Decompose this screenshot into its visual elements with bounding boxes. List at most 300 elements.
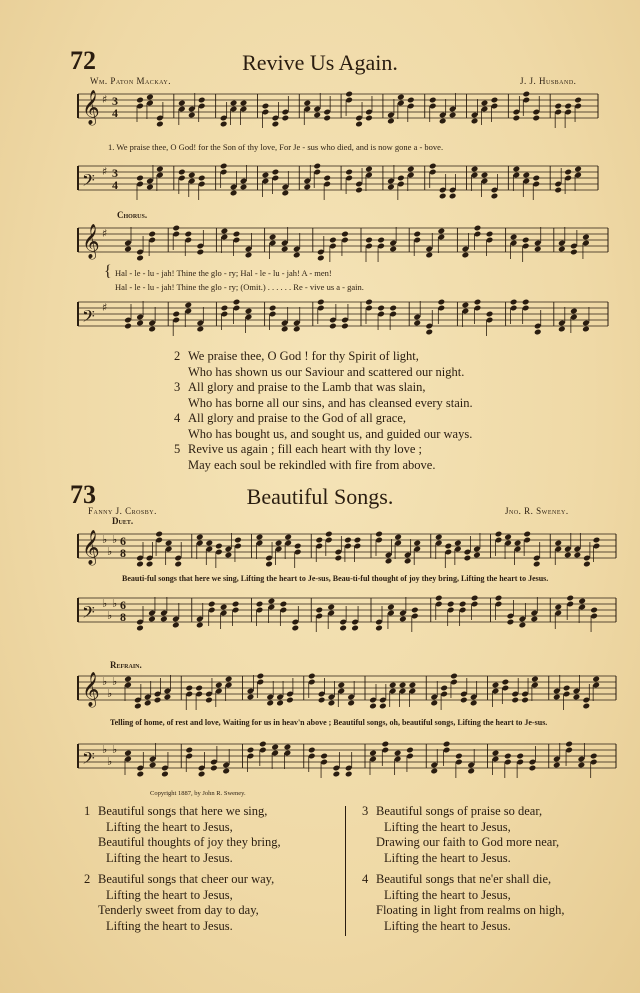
verse-line-row — [84, 872, 281, 888]
staff-treble — [72, 670, 620, 715]
note-head — [136, 320, 144, 327]
note-head — [471, 595, 479, 602]
verse-number: 4 — [362, 872, 369, 886]
verse-number: 2 — [174, 349, 181, 363]
hymn-number: 72 — [70, 46, 96, 75]
verse-line-row — [362, 804, 565, 820]
note-head — [233, 231, 241, 238]
note-head — [281, 246, 289, 253]
note-head — [303, 100, 311, 107]
note-head — [387, 118, 395, 125]
hymn-author: Fanny J. Crosby. — [88, 506, 157, 516]
note-head — [565, 741, 573, 748]
refrain-label: Refrain. — [110, 660, 142, 670]
note-head — [257, 673, 265, 680]
note-head — [205, 540, 213, 547]
note-head — [256, 601, 264, 608]
note-head — [425, 329, 433, 336]
note-head — [375, 625, 383, 632]
verse-stanza — [84, 804, 281, 866]
note-head — [531, 676, 539, 683]
note-head — [345, 169, 353, 176]
time-signature-bottom: 8 — [120, 546, 126, 560]
note-head — [174, 561, 182, 568]
note-head — [590, 607, 598, 614]
note-head — [365, 299, 373, 306]
note-head — [198, 97, 206, 104]
staff-treble — [72, 88, 602, 133]
note-head — [407, 97, 415, 104]
note-head — [369, 703, 377, 710]
note-head — [460, 697, 468, 704]
note-head — [522, 172, 530, 179]
time-signature-top: 6 — [120, 598, 126, 612]
note-head — [573, 694, 581, 701]
treble-clef-icon: 𝄞 — [82, 530, 100, 565]
note-head — [471, 118, 479, 125]
note-head — [256, 534, 264, 541]
note-head — [413, 231, 421, 238]
verse-line: All glory and praise to the Lamb that was slain, — [188, 380, 426, 394]
note-head — [165, 540, 173, 547]
verse-line: Who has borne all our sins, and has cleansed every stain. — [188, 395, 473, 410]
note-head — [276, 700, 284, 707]
note-head — [197, 326, 205, 333]
note-head — [406, 747, 414, 754]
note-head — [385, 558, 393, 565]
note-head — [136, 625, 144, 632]
hymn-title: Revive Us Again. — [242, 50, 398, 75]
note-head — [323, 115, 331, 122]
note-head — [440, 685, 448, 692]
flat-icon: ♭ — [107, 545, 113, 558]
verse-line: Drawing our faith to God more near, — [376, 835, 560, 849]
note-head — [294, 543, 302, 550]
note-head — [554, 103, 562, 110]
verse-line: Beautiful songs that cheer our way, — [98, 872, 275, 886]
note-head — [532, 115, 540, 122]
note-head — [558, 326, 566, 333]
verse-line: Beautiful songs that ne'er shall die, — [376, 872, 552, 886]
note-head — [146, 184, 154, 191]
note-head — [407, 166, 415, 173]
note-head — [471, 166, 479, 173]
note-head — [399, 682, 407, 689]
note-head — [474, 299, 482, 306]
note-head — [387, 184, 395, 191]
note-head — [492, 682, 500, 689]
note-head — [574, 97, 582, 104]
note-head — [124, 676, 132, 683]
note-head — [345, 771, 353, 778]
note-head — [438, 299, 446, 306]
note-head — [522, 299, 530, 306]
verse-line: May each soul be rekindled with fire from above. — [188, 457, 436, 472]
note-head — [504, 753, 512, 760]
flat-icon: ♭ — [112, 533, 118, 546]
verse-line: We praise thee, O God ! for thy Spirit of light, — [188, 349, 419, 363]
note-head — [553, 762, 561, 769]
note-head — [462, 302, 470, 309]
note-head — [337, 682, 345, 689]
note-head — [593, 537, 601, 544]
note-head — [265, 561, 273, 568]
verse-number: 3 — [174, 380, 181, 394]
note-head — [563, 685, 571, 692]
lyric-line: Hal - le - lu - jah! Thine the glo - ry; Hal - le - lu - jah! A - men! — [115, 268, 332, 278]
note-head — [375, 531, 383, 538]
note-head — [365, 166, 373, 173]
note-head — [328, 700, 336, 707]
bass-clef-icon: 𝄢 — [82, 306, 95, 330]
verse-line: Lifting the heart to Jesus, — [106, 819, 233, 834]
note-head — [435, 534, 443, 541]
time-signature-bottom: 4 — [112, 106, 118, 120]
note-head — [282, 190, 290, 197]
verse-stanza — [174, 442, 473, 458]
note-head — [564, 552, 572, 559]
note-head — [317, 255, 325, 262]
note-head — [387, 604, 395, 611]
verse-line: Who has shown us our Saviour and scattered our night. — [188, 364, 465, 379]
note-head — [389, 682, 397, 689]
note-head — [269, 234, 277, 241]
note-head — [397, 94, 405, 101]
note-head — [247, 747, 255, 754]
note-head — [208, 601, 216, 608]
note-head — [156, 166, 164, 173]
note-head — [481, 100, 489, 107]
note-head — [411, 607, 419, 614]
chorus-label: Chorus. — [117, 210, 148, 220]
verse-line: Beautiful thoughts of joy they bring, — [98, 835, 281, 849]
verse-line: Lifting the heart to Jesus. — [106, 918, 233, 933]
note-head — [154, 697, 162, 704]
note-head — [554, 540, 562, 547]
note-head — [345, 91, 353, 98]
staff-treble — [72, 528, 620, 573]
staff-bass — [72, 592, 620, 637]
flat-icon: ♭ — [107, 755, 113, 768]
verse-line: Lifting the heart to Jesus. — [384, 850, 511, 865]
note-head — [381, 741, 389, 748]
note-head — [164, 694, 172, 701]
sharp-icon: ♯ — [102, 227, 108, 240]
note-head — [534, 329, 542, 336]
note-head — [447, 601, 455, 608]
time-signature-bottom: 4 — [112, 178, 118, 192]
note-head — [439, 193, 447, 200]
note-head — [521, 697, 529, 704]
note-head — [303, 184, 311, 191]
verse-number: 3 — [362, 804, 369, 818]
note-head — [409, 682, 417, 689]
note-head — [197, 249, 205, 256]
note-head — [148, 231, 156, 238]
flat-icon: ♭ — [102, 743, 108, 756]
note-head — [429, 97, 437, 104]
note-head — [323, 175, 331, 182]
note-head — [341, 323, 349, 330]
verse-line: Lifting the heart to Jesus, — [384, 819, 511, 834]
note-head — [397, 175, 405, 182]
note-head — [399, 616, 407, 623]
note-head — [210, 765, 218, 772]
note-head — [124, 246, 132, 253]
hymn-title: Beautiful Songs. — [246, 484, 394, 509]
verse-stanza — [362, 872, 565, 934]
note-head — [339, 625, 347, 632]
bass-clef-icon: 𝄢 — [82, 170, 95, 194]
note-head — [495, 595, 503, 602]
note-head — [315, 537, 323, 544]
note-head — [272, 169, 280, 176]
note-head — [196, 622, 204, 629]
note-head — [474, 225, 482, 232]
note-head — [513, 115, 521, 122]
time-signature-bottom: 8 — [120, 610, 126, 624]
note-head — [225, 676, 233, 683]
note-head — [558, 246, 566, 253]
bass-clef-icon: 𝄢 — [82, 602, 95, 626]
note-head — [136, 175, 144, 182]
note-head — [522, 91, 530, 98]
sharp-icon: ♯ — [102, 301, 108, 314]
hymn-composer: Jno. R. Sweney. — [505, 506, 569, 516]
note-head — [284, 534, 292, 541]
note-head — [582, 234, 590, 241]
verse-line: Tenderly sweet from day to day, — [98, 903, 259, 917]
note-head — [564, 103, 572, 110]
note-head — [215, 682, 223, 689]
hymn-author: Wm. Paton Mackay. — [90, 76, 172, 86]
hymn-number: 73 — [70, 480, 96, 509]
note-head — [462, 252, 470, 259]
note-head — [293, 326, 301, 333]
note-head — [335, 555, 343, 562]
verse-line: Lifting the heart to Jesus, — [106, 887, 233, 902]
note-head — [481, 172, 489, 179]
verse-line: Revive us again ; fill each heart with thy love ; — [188, 442, 422, 456]
note-head — [272, 121, 280, 128]
note-head — [160, 616, 168, 623]
note-head — [450, 673, 458, 680]
note-head — [284, 744, 292, 751]
note-head — [492, 750, 500, 757]
staff-bass — [72, 160, 602, 205]
note-head — [438, 228, 446, 235]
note-head — [534, 246, 542, 253]
note-head — [459, 601, 467, 608]
note-head — [464, 555, 472, 562]
note-head — [511, 697, 519, 704]
note-head — [491, 193, 499, 200]
brace: { — [104, 263, 112, 280]
note-head — [519, 622, 527, 629]
verse-column-right — [362, 804, 565, 940]
note-head — [205, 697, 213, 704]
verse-line: Lifting the heart to Jesus. — [384, 918, 511, 933]
note-head — [221, 228, 229, 235]
note-head — [439, 118, 447, 125]
note-head — [333, 771, 341, 778]
verse-stanza — [362, 804, 565, 866]
note-head — [574, 552, 582, 559]
note-head — [449, 112, 457, 119]
note-head — [136, 255, 144, 262]
note-head — [198, 175, 206, 182]
note-head — [389, 305, 397, 312]
note-head — [592, 676, 600, 683]
note-head — [172, 225, 180, 232]
note-head — [178, 169, 186, 176]
note-head — [514, 540, 522, 547]
note-head — [365, 237, 373, 244]
note-head — [221, 305, 229, 312]
note-head — [188, 172, 196, 179]
note-head — [553, 694, 561, 701]
note-head — [161, 771, 169, 778]
column-divider — [345, 806, 346, 936]
note-head — [146, 94, 154, 101]
note-head — [355, 187, 363, 194]
note-head — [320, 753, 328, 760]
note-head — [230, 190, 238, 197]
note-head — [232, 601, 240, 608]
verse-stanza — [84, 872, 281, 934]
note-head — [225, 552, 233, 559]
note-head — [308, 673, 316, 680]
note-head — [582, 703, 590, 710]
flat-icon: ♭ — [102, 533, 108, 546]
note-head — [443, 741, 451, 748]
note-head — [554, 604, 562, 611]
flat-icon: ♭ — [112, 597, 118, 610]
note-head — [379, 703, 387, 710]
verse-list — [174, 349, 473, 473]
note-head — [240, 184, 248, 191]
flat-icon: ♭ — [107, 609, 113, 622]
note-head — [590, 753, 598, 760]
lyric-line: Telling of home, of rest and love, Waiting for us in heav'n above ; Beautiful songs, oh, beautiful songs, Lifting the heart to Je-sus. — [110, 718, 548, 727]
note-head — [449, 193, 457, 200]
flat-icon: ♭ — [107, 687, 113, 700]
note-head — [134, 703, 142, 710]
note-head — [365, 115, 373, 122]
note-head — [198, 771, 206, 778]
lyric-line: Hal - le - lu - jah! Thine the glo - ry; (Omit.) . . . . . . Re - vive us a - gain. — [115, 282, 364, 292]
note-head — [233, 299, 241, 306]
verse-line: Floating in light from realms on high, — [376, 903, 565, 917]
verse-line-row — [362, 872, 565, 888]
note-head — [234, 537, 242, 544]
note-head — [275, 540, 283, 547]
note-head — [507, 619, 515, 626]
note-head — [245, 308, 253, 315]
note-head — [355, 121, 363, 128]
note-head — [220, 604, 228, 611]
note-head — [566, 595, 574, 602]
note-head — [245, 252, 253, 259]
note-head — [377, 305, 385, 312]
note-head — [341, 231, 349, 238]
note-head — [155, 531, 163, 538]
note-head — [455, 753, 463, 760]
note-head — [495, 531, 503, 538]
note-head — [504, 534, 512, 541]
note-head — [377, 237, 385, 244]
note-head — [435, 595, 443, 602]
note-head — [318, 697, 326, 704]
note-head — [574, 166, 582, 173]
note-head — [486, 311, 494, 318]
verse-line: Lifting the heart to Jesus, — [384, 887, 511, 902]
verse-number: 2 — [84, 872, 91, 886]
verse-stanza — [174, 380, 473, 396]
note-head — [148, 326, 156, 333]
note-head — [347, 700, 355, 707]
note-head — [184, 302, 192, 309]
verse-line-row — [84, 804, 281, 820]
note-head — [444, 543, 452, 550]
note-head — [188, 112, 196, 119]
note-head — [570, 308, 578, 315]
note-head — [329, 237, 337, 244]
sharp-icon: ♯ — [102, 165, 108, 178]
note-head — [268, 598, 276, 605]
note-head — [317, 299, 325, 306]
verse-stanza — [174, 411, 473, 427]
note-head — [510, 299, 518, 306]
note-head — [286, 697, 294, 704]
verse-column-left — [84, 804, 281, 940]
bass-clef-icon: 𝄢 — [82, 748, 95, 772]
treble-clef-icon: 𝄞 — [82, 90, 100, 125]
note-head — [195, 685, 203, 692]
note-head — [486, 231, 494, 238]
note-head — [430, 700, 438, 707]
verse-number: 1 — [84, 804, 91, 818]
note-head — [240, 100, 248, 107]
flat-icon: ♭ — [102, 597, 108, 610]
note-head — [430, 768, 438, 775]
verse-line: Beautiful songs of praise so dear, — [376, 804, 543, 818]
note-head — [149, 762, 157, 769]
note-head — [516, 753, 524, 760]
note-head — [136, 771, 144, 778]
note-head — [404, 558, 412, 565]
verse-line: Who has bought us, and sought us, and guided our ways. — [188, 426, 473, 441]
note-head — [582, 326, 590, 333]
treble-clef-icon: 𝄞 — [82, 672, 100, 707]
lyric-line: Beauti-ful songs that here we sing, Lifting the heart to Je-sus, Beau-ti-ful thought of joy they bring, Lifting the heart to Jesus. — [122, 574, 549, 583]
note-head — [262, 103, 270, 110]
note-head — [491, 97, 499, 104]
note-head — [583, 561, 591, 568]
note-head — [280, 601, 288, 608]
time-signature-top: 3 — [112, 166, 118, 180]
note-head — [394, 534, 402, 541]
note-head — [369, 750, 377, 757]
note-head — [351, 625, 359, 632]
note-head — [184, 231, 192, 238]
note-head — [215, 543, 223, 550]
note-head — [293, 252, 301, 259]
staff-bass — [72, 738, 620, 783]
note-head — [271, 744, 279, 751]
note-head — [502, 679, 510, 686]
note-head — [291, 625, 299, 632]
